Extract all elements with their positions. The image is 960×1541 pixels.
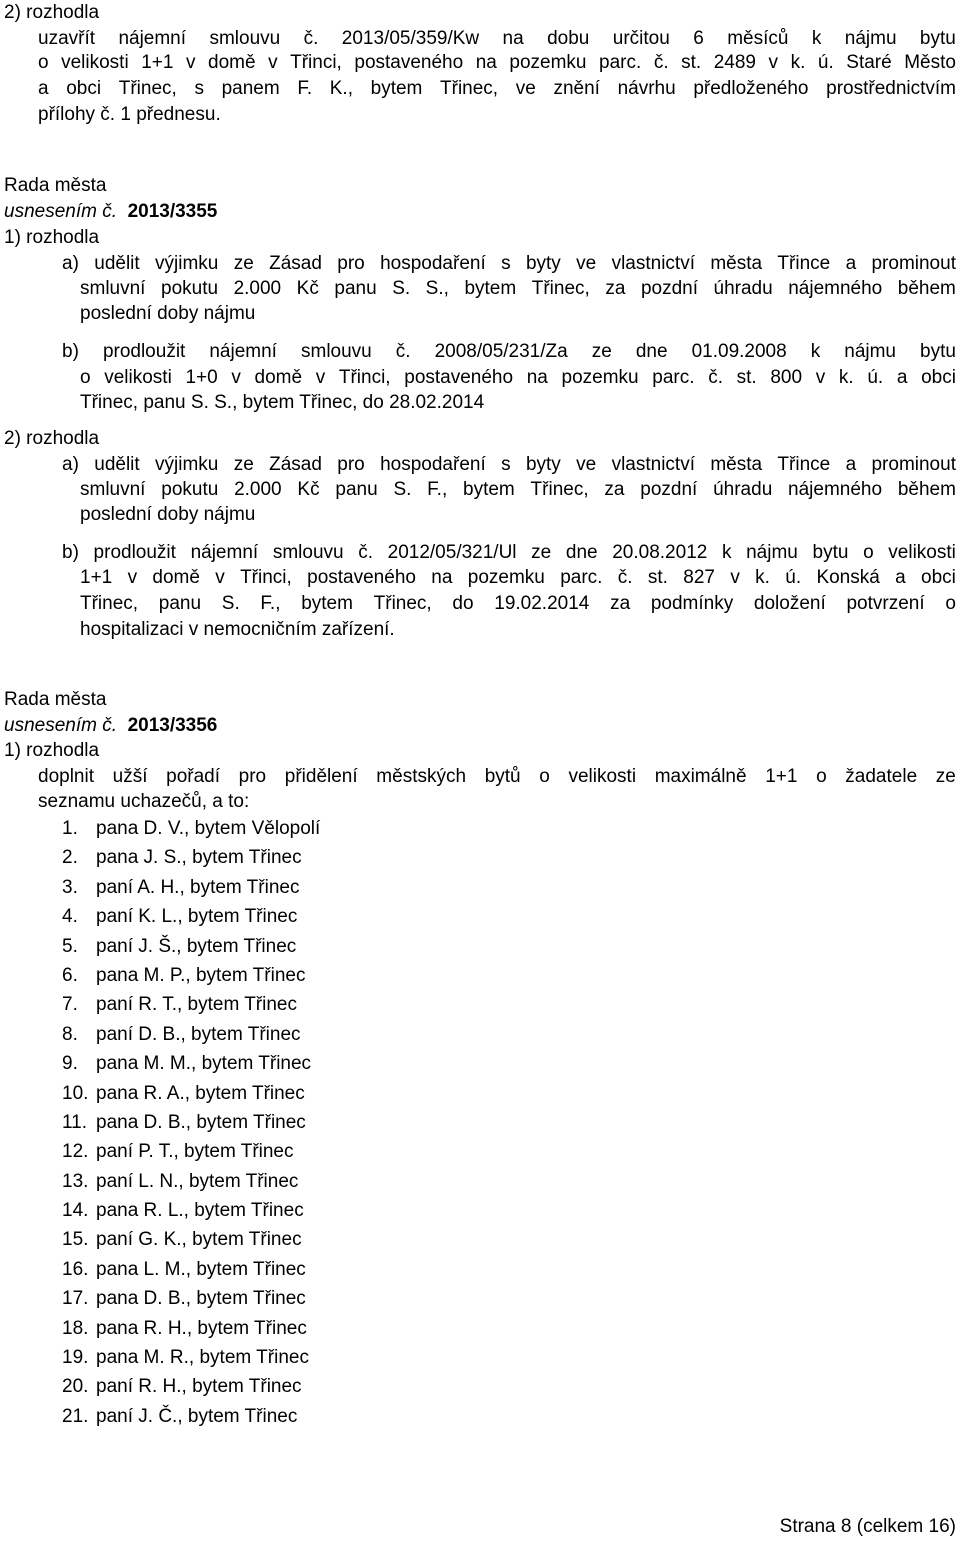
word: pozdní — [640, 479, 698, 500]
list-item-number: 16. — [62, 1258, 89, 1280]
word: postaveného — [354, 52, 464, 73]
word: pokutu — [161, 278, 219, 299]
word: panu — [158, 593, 202, 614]
word: parc. — [652, 367, 695, 388]
list-item-number: 4. — [62, 906, 78, 928]
word: č. — [708, 367, 723, 388]
word: pro — [337, 253, 365, 274]
word: prostřednictvím — [826, 78, 956, 99]
word: žadatele — [845, 766, 918, 787]
list-item-text: pana D. V., bytem Vělopolí — [96, 818, 321, 839]
list-item — [62, 1345, 320, 1374]
word: velikosti — [888, 542, 956, 563]
word: a — [896, 367, 908, 388]
word: bytů — [484, 766, 521, 787]
word: 2.000 — [233, 278, 282, 299]
word: 1+1 — [765, 766, 798, 787]
list-item-number: 10. — [62, 1082, 89, 1104]
list-item-text: pana R. H., bytem Třinec — [96, 1317, 307, 1339]
word: č. — [395, 341, 411, 362]
paragraph-line: seznamu uchazečů, a to: — [38, 791, 250, 812]
word: k — [811, 28, 822, 49]
word: maximálně — [654, 766, 747, 787]
word: č. — [617, 567, 633, 588]
list-item-number: 5. — [62, 935, 78, 957]
word: F. — [297, 78, 313, 99]
word: k — [810, 341, 821, 362]
list-item — [62, 845, 320, 874]
list-item — [62, 1374, 320, 1403]
word: ve — [576, 454, 597, 475]
word: výjimku — [155, 253, 219, 274]
word: na — [502, 28, 524, 49]
word: v — [815, 367, 826, 388]
word: v — [127, 567, 138, 588]
word: Zásad — [269, 454, 322, 475]
word: 2012/05/321/Ul — [387, 542, 517, 563]
word: 19.02.2014 — [494, 593, 590, 614]
word: smlouvu — [301, 341, 372, 362]
word: postaveného — [307, 567, 416, 588]
word: 20.08.2012 — [612, 542, 708, 563]
list-item-text: paní R. H., bytem Třinec — [96, 1376, 302, 1398]
list-item — [62, 1169, 320, 1198]
word: výjimku — [155, 454, 219, 475]
word: ze — [531, 542, 552, 563]
word: ze — [233, 454, 254, 475]
word: pozemku — [467, 567, 545, 588]
word: k. — [838, 367, 854, 388]
word: panu — [335, 479, 378, 500]
word: udělit — [94, 253, 140, 274]
paragraph-line — [62, 339, 956, 365]
word: ú. — [867, 367, 884, 388]
list-item-text: pana J. S., bytem Třinec — [96, 847, 302, 869]
word: 6 — [693, 28, 704, 49]
word: s — [194, 78, 204, 99]
list-item-text: pana L. M., bytem Třinec — [96, 1258, 306, 1280]
word: s — [501, 454, 511, 475]
list-item-number: 1. — [62, 818, 78, 839]
list-item-number: 9. — [62, 1053, 78, 1075]
word: 2489 — [713, 52, 757, 73]
list-item-number: 8. — [62, 1023, 78, 1045]
list-item-text: paní D. B., bytem Třinec — [96, 1023, 301, 1045]
word: v — [315, 367, 326, 388]
resolution-line — [4, 199, 217, 225]
word: o — [539, 766, 550, 787]
decision-heading: 1) rozhodla — [4, 227, 100, 248]
list-item-number: 2. — [62, 847, 78, 869]
list-item-text: paní P. T., bytem Třinec — [96, 1141, 294, 1163]
word: a) — [62, 253, 79, 274]
word: bytem — [301, 593, 353, 614]
list-item — [62, 1022, 320, 1051]
word: pozemku — [509, 52, 587, 73]
list-item-number: 20. — [62, 1376, 89, 1398]
word: F., — [260, 593, 281, 614]
word: úhradu — [713, 278, 773, 299]
decision-heading: 1) rozhodla — [4, 740, 100, 761]
word: Třince — [777, 253, 831, 274]
paragraph-line: poslední doby nájmu — [80, 504, 256, 525]
list-item-text: paní R. T., bytem Třinec — [96, 994, 297, 1016]
word: domě — [208, 52, 256, 73]
word: a) — [62, 454, 79, 475]
word: S. — [221, 593, 240, 614]
word: v — [215, 567, 225, 588]
list-item-number: 3. — [62, 876, 78, 898]
word: st. — [681, 52, 702, 73]
word: Staré — [846, 52, 892, 73]
word: st. — [736, 367, 757, 388]
word: postaveného — [404, 367, 514, 388]
list-item-number: 11. — [62, 1111, 88, 1133]
word: dobu — [547, 28, 590, 49]
word: velikosti — [104, 367, 172, 388]
word: Třinec, — [440, 78, 499, 99]
list-item-number: 17. — [62, 1288, 89, 1310]
word: k. — [755, 567, 770, 588]
word: hospodaření — [380, 454, 486, 475]
decision-heading: 2) rozhodla — [4, 2, 100, 23]
paragraph-line — [62, 540, 956, 566]
word: úhradu — [713, 479, 773, 500]
list-item-text: paní K. L., bytem Třinec — [96, 906, 298, 928]
word: předloženého — [693, 78, 809, 99]
word: s — [501, 253, 511, 274]
word: ze — [591, 341, 612, 362]
word: ve — [576, 253, 597, 274]
word: domě — [254, 367, 303, 388]
list-item — [62, 1404, 320, 1433]
word: 800 — [770, 367, 803, 388]
paragraph-line — [62, 452, 956, 478]
word: návrhu — [617, 78, 676, 99]
word: K., — [329, 78, 353, 99]
list-item — [62, 875, 320, 904]
word: domě — [152, 567, 200, 588]
word: 2008/05/231/Za — [434, 341, 568, 362]
word: pořadí — [166, 766, 221, 787]
word: byty — [525, 454, 561, 475]
list-item — [62, 934, 320, 963]
list-item — [62, 992, 320, 1021]
word: během — [897, 479, 956, 500]
word: užší — [112, 766, 148, 787]
word: prodloužit — [93, 542, 176, 563]
word: a — [38, 78, 49, 99]
word: Kč — [296, 278, 319, 299]
list-item-text: paní J. Š., bytem Třinec — [96, 935, 297, 957]
word: k. — [790, 52, 806, 73]
list-item — [62, 1110, 320, 1139]
list-item-number: 7. — [62, 994, 78, 1016]
paragraph-line — [80, 591, 956, 617]
word: bytem — [370, 78, 423, 99]
word: pozemku — [561, 367, 639, 388]
list-item-text: pana M. M., bytem Třinec — [96, 1053, 312, 1075]
word: určitou — [612, 28, 670, 49]
list-item — [62, 816, 320, 845]
word: velikosti — [568, 766, 637, 787]
word: panu — [334, 278, 377, 299]
word: vlastnictví — [611, 454, 695, 475]
word: v — [268, 52, 278, 73]
word: nájmu — [844, 28, 897, 49]
word: měsíců — [727, 28, 789, 49]
word: bytu — [920, 341, 956, 362]
list-item — [62, 904, 320, 933]
word: ze — [233, 253, 254, 274]
word: 2013/05/359/Kw — [341, 28, 480, 49]
word: smluvní — [80, 278, 146, 299]
word: znění — [553, 78, 600, 99]
list-item-number: 21. — [62, 1405, 89, 1427]
list-item — [62, 1286, 320, 1315]
list-item — [62, 1051, 320, 1080]
word: Třinec, — [80, 593, 139, 614]
word: Třinec, — [531, 278, 590, 299]
list-item-text: paní A. H., bytem Třinec — [96, 876, 300, 898]
list-item-text: pana D. B., bytem Třinec — [96, 1288, 306, 1310]
word: do — [452, 593, 474, 614]
word: na — [475, 52, 497, 73]
word: ú. — [817, 52, 834, 73]
list-item — [62, 1257, 320, 1286]
word: parc. — [560, 567, 603, 588]
word: uzavřít — [38, 28, 96, 49]
word: prominout — [871, 253, 956, 274]
word: Zásad — [269, 253, 322, 274]
applicant-list — [62, 816, 320, 1433]
word: ve — [515, 78, 536, 99]
council-heading: Rada města — [4, 175, 107, 196]
word: nájmu — [844, 341, 896, 362]
list-item-text: pana R. A., bytem Třinec — [96, 1082, 305, 1104]
list-item-number: 18. — [62, 1317, 89, 1339]
word: doložení — [753, 593, 826, 614]
list-item-number: 15. — [62, 1229, 89, 1251]
word: během — [897, 278, 956, 299]
word: města — [710, 454, 763, 475]
word: st. — [647, 567, 668, 588]
word: F., — [427, 479, 448, 500]
word: za — [610, 593, 631, 614]
word: S. — [393, 479, 412, 500]
list-item-text: paní J. Č., bytem Třinec — [96, 1405, 298, 1427]
word: 1+0 — [185, 367, 218, 388]
word: přidělení — [284, 766, 358, 787]
word: nájemní — [209, 341, 277, 362]
paragraph-line — [80, 276, 956, 302]
word: potvrzení — [846, 593, 925, 614]
word: dne — [635, 341, 668, 362]
council-heading: Rada města — [4, 689, 107, 710]
word: Třinec, — [530, 479, 589, 500]
list-item-number: 6. — [62, 964, 78, 986]
list-item-number: 19. — [62, 1347, 89, 1369]
paragraph-line — [62, 251, 956, 277]
word: vlastnictví — [611, 253, 695, 274]
word: Třinci, — [240, 567, 292, 588]
list-item — [62, 1198, 320, 1227]
word: prominout — [871, 454, 956, 475]
word: byty — [525, 253, 561, 274]
list-item — [62, 1227, 320, 1256]
word: č. — [358, 542, 373, 563]
paragraph-line — [80, 565, 956, 591]
word: bytem — [463, 479, 515, 500]
list-item-text: pana M. R., bytem Třinec — [96, 1347, 309, 1369]
word: pozdní — [640, 278, 698, 299]
word: obci — [66, 78, 102, 99]
list-item-number: 14. — [62, 1200, 89, 1222]
paragraph-line — [38, 50, 956, 76]
list-item — [62, 963, 320, 992]
word: k — [721, 542, 732, 563]
word: v — [231, 367, 241, 388]
word: bytu — [812, 542, 849, 563]
resolution-label: usnesením č. — [4, 715, 117, 736]
word: smlouvu — [209, 28, 281, 49]
word: podmínky — [650, 593, 734, 614]
word: obci — [921, 367, 956, 388]
word: 1+1 — [141, 52, 174, 73]
word: S., — [425, 278, 449, 299]
word: prodloužit — [102, 341, 186, 362]
resolution-number: 2013/3355 — [127, 201, 218, 222]
word: a — [845, 253, 857, 274]
word: Třinci, — [290, 52, 342, 73]
word: bytu — [919, 28, 956, 49]
word: 01.09.2008 — [691, 341, 787, 362]
word: nájmu — [746, 542, 798, 563]
word: pro — [337, 454, 365, 475]
word: 827 — [683, 567, 715, 588]
word: o — [80, 367, 91, 388]
list-item — [62, 1081, 320, 1110]
word: dne — [565, 542, 598, 563]
word: Konská — [816, 567, 880, 588]
word: o — [38, 52, 49, 73]
word: na — [431, 567, 453, 588]
paragraph-line — [38, 764, 956, 790]
word: č. — [653, 52, 669, 73]
word: o — [816, 766, 827, 787]
word: obci — [921, 567, 956, 588]
word: o — [863, 542, 874, 563]
word: hospodaření — [380, 253, 486, 274]
word: nájemní — [190, 542, 259, 563]
word: Město — [904, 52, 956, 73]
word: parc. — [599, 52, 642, 73]
resolution-line — [4, 713, 217, 739]
paragraph-line — [80, 365, 956, 391]
word: 1+1 — [80, 567, 113, 588]
list-item-text: paní L. N., bytem Třinec — [96, 1170, 299, 1192]
word: panem — [221, 78, 280, 99]
page-number: Strana 8 (celkem 16) — [779, 1516, 956, 1537]
paragraph-line — [80, 477, 956, 503]
word: na — [526, 367, 548, 388]
list-item — [62, 1316, 320, 1345]
list-item-text: pana M. P., bytem Třinec — [96, 964, 306, 986]
word: bytem — [464, 278, 517, 299]
word: nájemného — [788, 479, 883, 500]
word: pokutu — [161, 479, 219, 500]
paragraph-line: Třinec, panu S. S., bytem Třinec, do 28.02.2014 — [80, 392, 485, 413]
word: b) — [62, 341, 79, 362]
word: Kč — [297, 479, 320, 500]
word: Třince — [777, 454, 831, 475]
word: v — [768, 52, 779, 73]
word: v — [730, 567, 740, 588]
word: smluvní — [80, 479, 146, 500]
word: nájemní — [118, 28, 187, 49]
word: městských — [376, 766, 467, 787]
word: 2.000 — [234, 479, 282, 500]
resolution-number: 2013/3356 — [127, 715, 218, 736]
list-item-text: paní G. K., bytem Třinec — [96, 1229, 302, 1251]
word: Třinci, — [338, 367, 391, 388]
word: S. — [392, 278, 411, 299]
word: a — [895, 567, 906, 588]
word: za — [604, 479, 625, 500]
word: č. — [303, 28, 319, 49]
word: udělit — [94, 454, 140, 475]
word: smlouvu — [272, 542, 344, 563]
paragraph-line: poslední doby nájmu — [80, 303, 256, 324]
list-item — [62, 1139, 320, 1168]
word: ú. — [785, 567, 802, 588]
paragraph-line: přílohy č. 1 přednesu. — [38, 104, 221, 125]
word: ze — [935, 766, 956, 787]
list-item-text: pana D. B., bytem Třinec — [96, 1111, 306, 1133]
word: Třinec, — [118, 78, 177, 99]
word: v — [185, 52, 196, 73]
word: města — [710, 253, 763, 274]
paragraph-line — [38, 76, 956, 102]
word: b) — [62, 542, 79, 563]
word: o — [945, 593, 956, 614]
word: velikosti — [61, 52, 129, 73]
paragraph-line: hospitalizaci v nemocničním zařízení. — [80, 619, 395, 640]
resolution-label: usnesením č. — [4, 201, 117, 222]
decision-heading: 2) rozhodla — [4, 428, 100, 449]
word: pro — [238, 766, 267, 787]
word: a — [845, 454, 857, 475]
word: Třinec, — [373, 593, 432, 614]
word: nájemného — [788, 278, 883, 299]
list-item-text: pana R. L., bytem Třinec — [96, 1200, 304, 1222]
paragraph-line — [38, 26, 956, 52]
list-item-number: 12. — [62, 1141, 89, 1163]
word: za — [605, 278, 626, 299]
word: doplnit — [38, 766, 94, 787]
list-item-number: 13. — [62, 1170, 89, 1192]
